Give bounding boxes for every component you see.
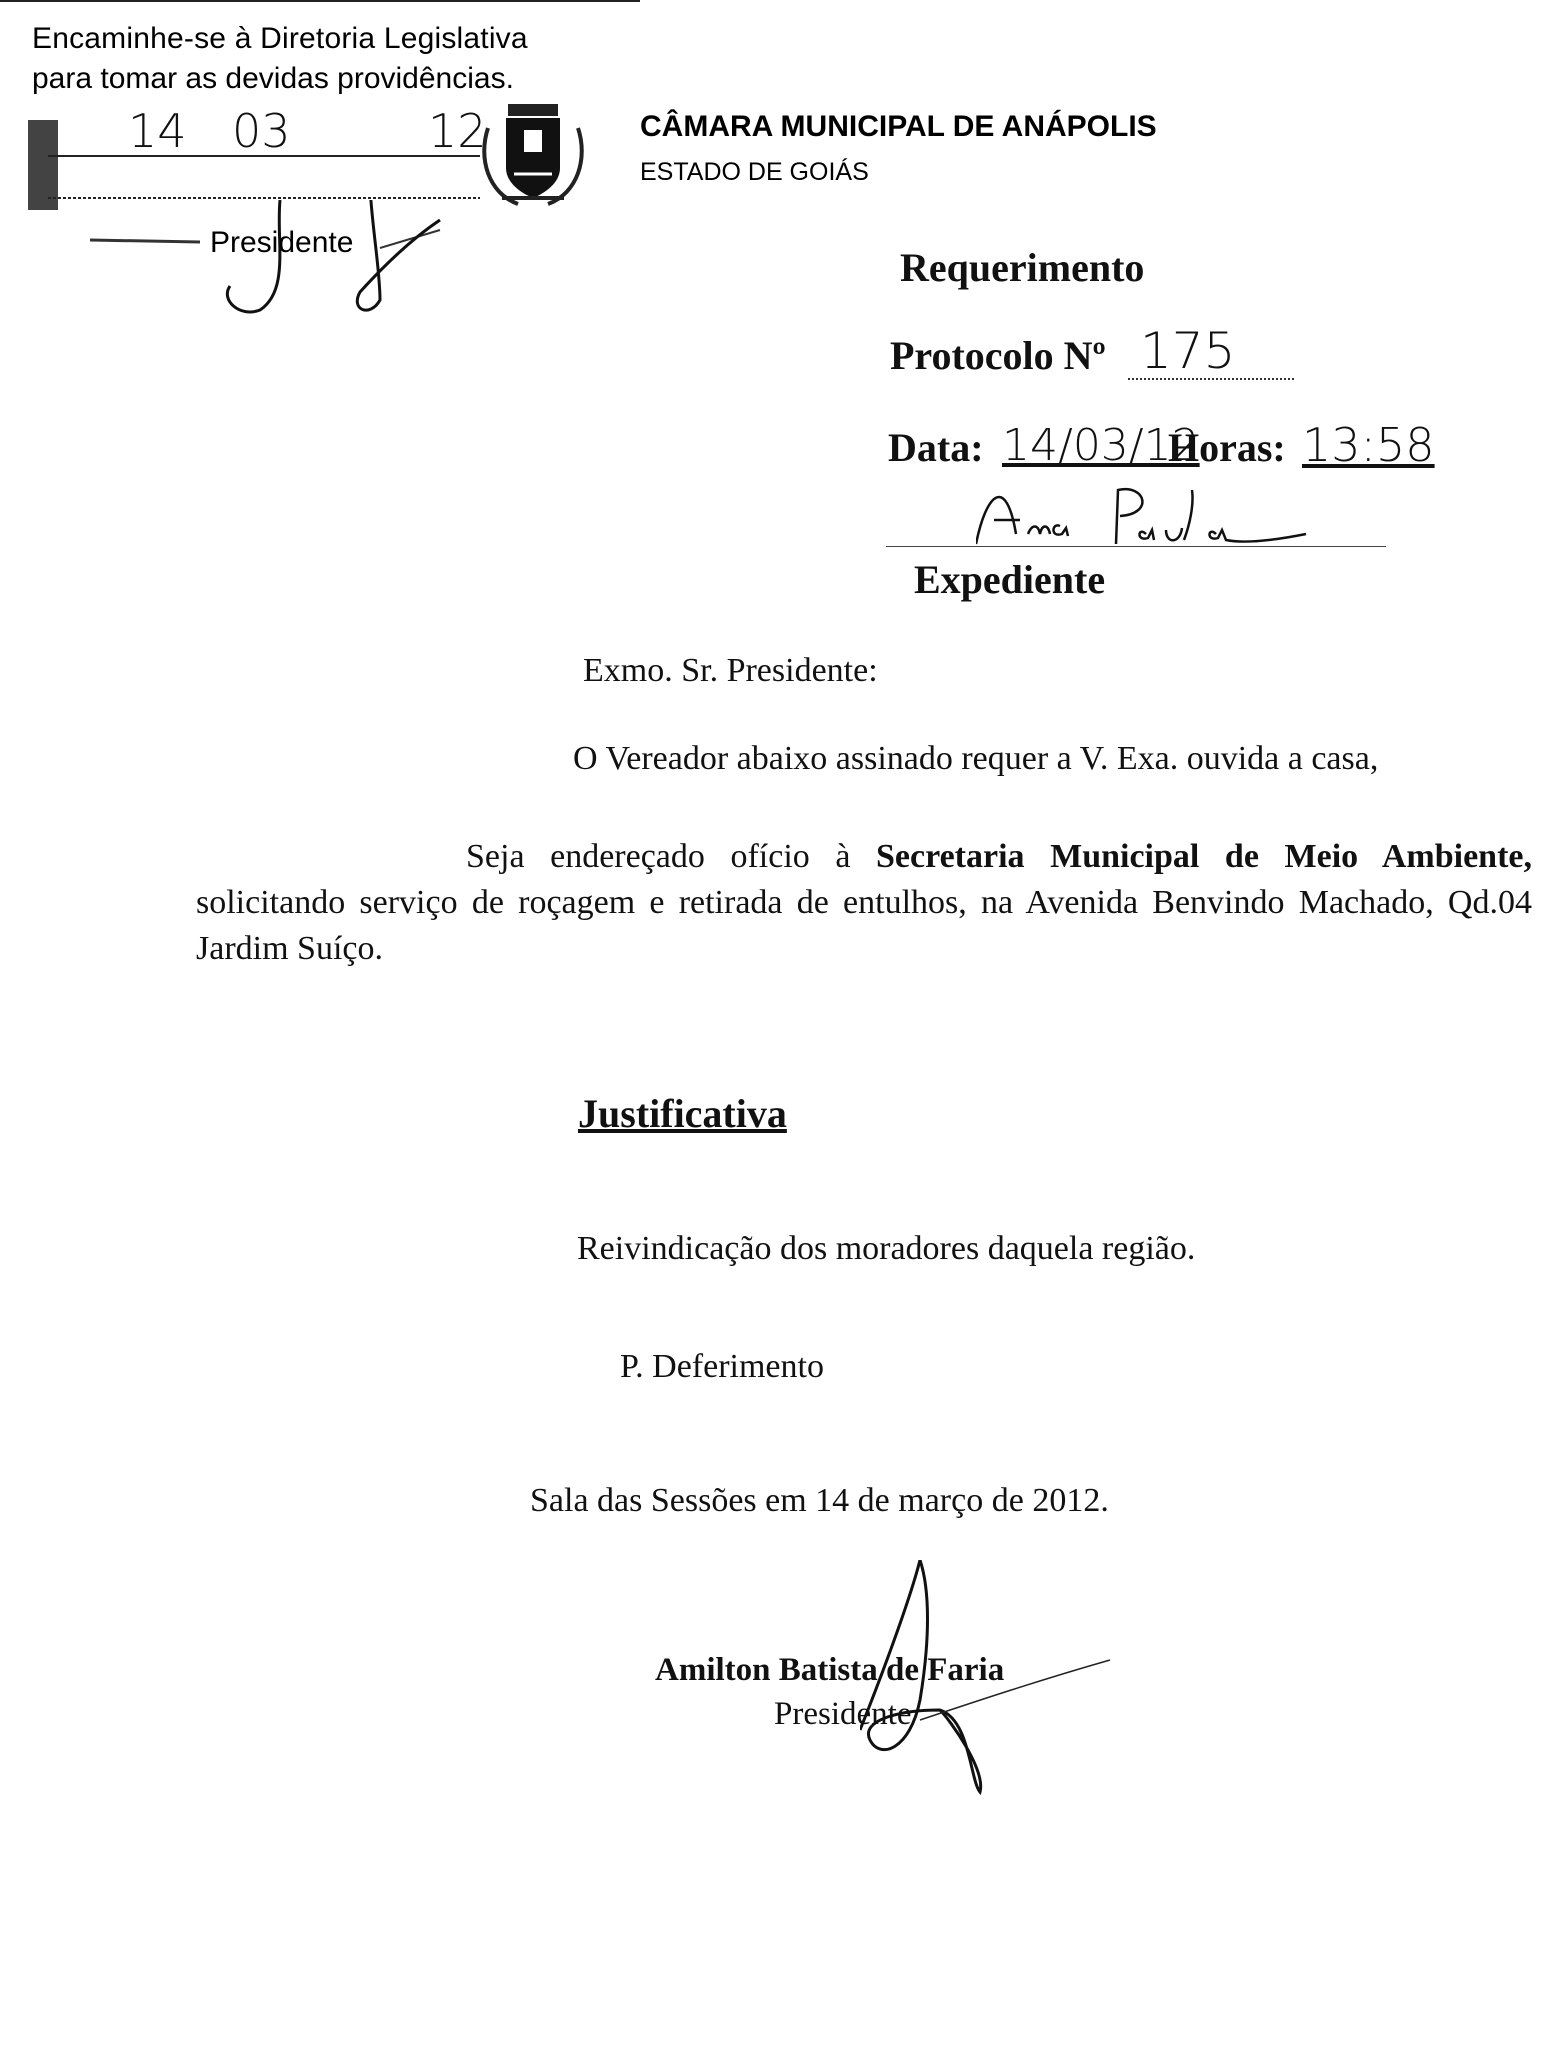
stamp-ink-smudge [28,120,58,210]
document-type: Requerimento [900,245,1145,290]
stamp-sign-label: Presidente [210,226,354,259]
request-recipient: Secretaria Municipal de Meio Ambiente, [876,838,1532,875]
salutation: Exmo. Sr. Presidente: [583,652,878,689]
intro-paragraph: O Vereador abaixo assinado requer a V. Exa. ouvida a casa, [573,740,1379,777]
request-prefix: Seja endereçado ofício à [466,838,877,875]
stamp-date-month: 03 [232,104,291,158]
justification-heading: Justificativa [578,1091,787,1136]
signer-role: Presidente [774,1696,912,1732]
expedient-label: Expediente [914,557,1106,602]
closing: P. Deferimento [620,1348,824,1385]
expedient-line [886,546,1386,547]
hours-value: 13:58 [1302,418,1435,472]
stamp-top-rule [0,0,640,2]
council-name: CÂMARA MUNICIPAL DE ANÁPOLIS [640,110,1157,143]
municipal-crest-icon [478,98,588,210]
hours-label: Horas: [1168,425,1286,470]
stamp-date-day: 14 [128,104,187,158]
protocol-label: Protocolo Nº [890,333,1106,378]
expedient-signature [976,484,1336,554]
signer-name: Amilton Batista de Faria [655,1652,1005,1688]
justification-text: Reivindicação dos moradores daquela região. [577,1230,1196,1267]
council-state: ESTADO DE GOIÁS [640,158,869,186]
request-suffix: solicitando serviço de roçagem e retirada de entulhos, na Avenida Benvindo Machado, Qd.04 Jardim Suíço. [196,884,1532,967]
date-label: Data: [888,425,984,470]
stamp-date-year: 12 [428,104,487,158]
date-value: 14/03/12 [1002,420,1200,471]
protocol-number: 175 [1140,322,1236,380]
request-paragraph [196,834,1532,972]
stamp-instruction-line-2: para tomar as devidas providências. [32,62,514,95]
stamp-instruction-line-1: Encaminhe-se à Diretoria Legislativa [32,22,528,55]
stamp-president-signature [80,200,460,320]
place-date: Sala das Sessões em 14 de março de 2012. [530,1482,1109,1519]
president-signature [860,1560,1120,1800]
